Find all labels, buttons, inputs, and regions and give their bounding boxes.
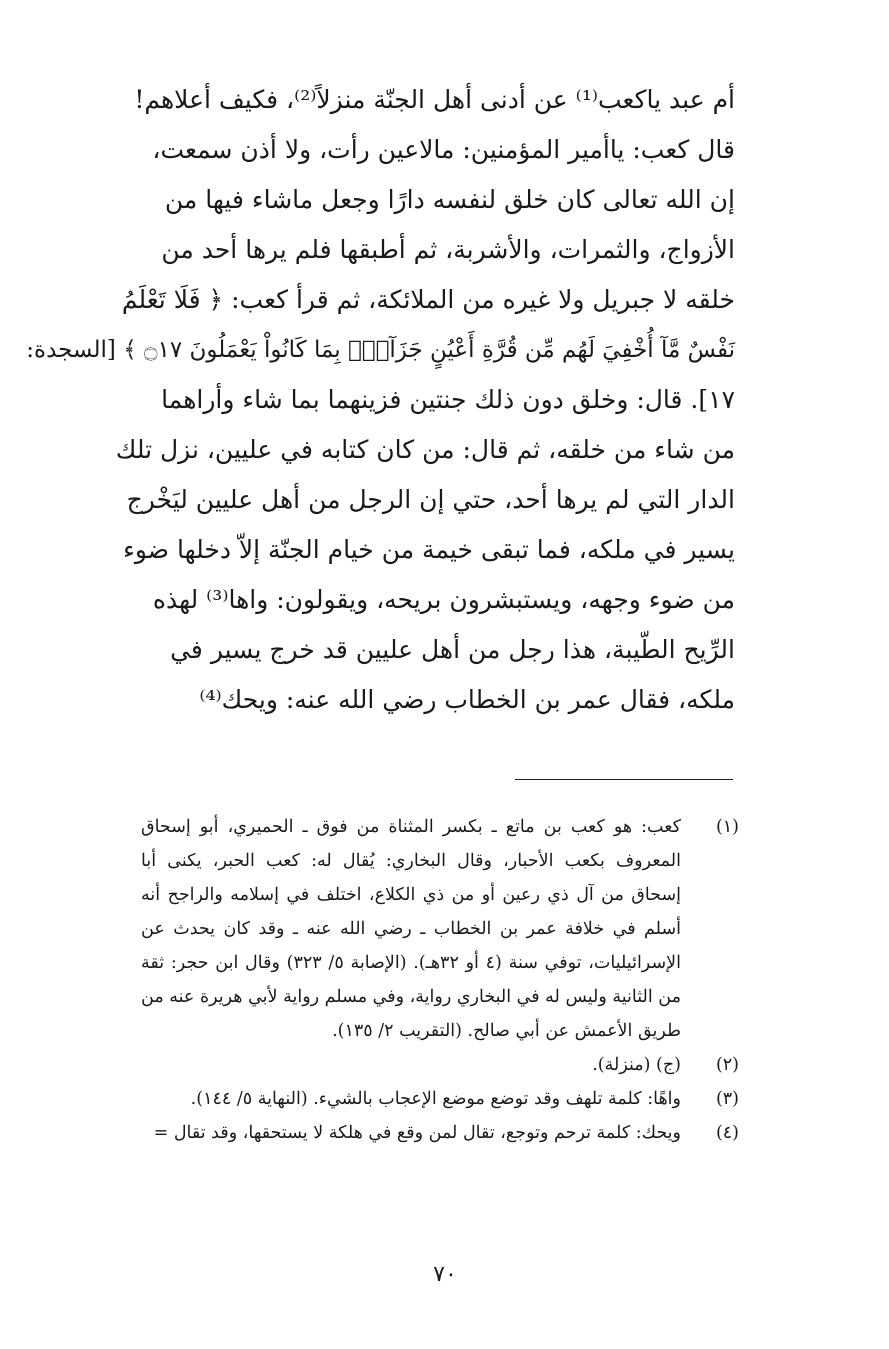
text-line: أم عبد ياكعب⁽¹⁾ عن أدنى أهل الجنّة منزلاً⁽²⁾، فكيف أعلاهم!	[134, 85, 735, 114]
footnote-line: إسحاق من آل ذي رعين أو من ذي الكلاع، اختلف في إسلامه والراجح أنه	[141, 885, 681, 905]
footnote-number: (٣)	[715, 1089, 739, 1109]
footnote-number: (١)	[715, 817, 739, 837]
text-line: ١٧]. قال: وخلق دون ذلك جنتين فزينهما بما شاء وأراهما	[161, 385, 735, 414]
footnote-3	[147, 1082, 739, 1116]
text-line: الدار التي لم يرها أحد، حتي إن الرجل من أهل عليين ليَخْرج	[126, 485, 735, 514]
footnote-line: من الثانية وليس له في البخاري رواية، وفي مسلم رواية لأبي هريرة عنه من	[141, 987, 681, 1007]
footnote-line: أسلم في خلافة عمر بن الخطاب ـ رضي الله عنه ـ وقد كان يحدث عن	[141, 919, 681, 939]
footnote-body	[147, 1082, 681, 1116]
footnote-number: (٤)	[715, 1123, 739, 1143]
footnote-line: المعروف بكعب الأحبار، وقال البخاري: يُقال له: كعب الحبر، يكنى أبا	[141, 851, 681, 871]
text-line: من ضوء وجهه، ويستبشرون بريحه، ويقولون: واها⁽³⁾ لهذه	[152, 585, 735, 614]
text-line: الأزواج، والثمرات، والأشربة، ثم أطبقها فلم يرها أحد من	[161, 235, 735, 264]
footnote-line: ويحك: كلمة ترحم وتوجع، تقال لمن وقع في هلكة لا يستحقها، وقد تقال =	[153, 1123, 681, 1143]
footnote-line: كعب: هو كعب بن ماتع ـ بكسر المثناة من فوق ـ الحميري، أبو إسحاق	[141, 817, 681, 837]
footnote-body	[147, 1048, 681, 1082]
footnote-line: طريق الأعمش عن أبي صالح. (التقريب ٢/ ١٣٥).	[332, 1021, 681, 1041]
footnote-number: (٢)	[715, 1055, 739, 1075]
text-line: الرِّيح الطّيبة، هذا رجل من أهل عليين قد خرج يسير في	[170, 635, 735, 664]
footnote-2	[147, 1048, 739, 1082]
footnote-4	[147, 1116, 739, 1150]
text-line: ملكه، فقال عمر بن الخطاب رضي الله عنه: ويحك⁽⁴⁾	[199, 685, 735, 714]
footnotes-section	[141, 810, 739, 1150]
text-line: من شاء من خلقه، ثم قال: من كان كتابه في عليين، نزل تلك	[115, 435, 735, 464]
text-line: قال كعب: ياأمير المؤمنين: مالاعين رأت، ولا أذن سمعت،	[152, 135, 735, 164]
quran-verse-line: نَفْسٌ مَّآ أُخْفِيَ لَهُم مِّن قُرَّةِ أَعْيُنٍ جَزَآءَۢ بِمَا كَانُواْ يَعْمَلُونَ ۝١٧ ﴾ [السجدة:	[26, 337, 735, 363]
text-line: إن الله تعالى كان خلق لنفسه دارًا وجعل ماشاء فيها من	[164, 185, 735, 214]
footnote-body	[147, 1116, 681, 1150]
footnote-line: الإسرائيليات، توفي سنة (٤ أو ٣٢هـ). (الإصابة ٥/ ٣٢٣) وقال ابن حجر: ثقة	[141, 953, 681, 973]
footnote-line: (ج) (منزلة).	[592, 1055, 681, 1075]
footnote-divider	[515, 779, 733, 780]
text-line: خلقه لا جبريل ولا غيره من الملائكة، ثم قرأ كعب: ﴿ فَلَا تَعْلَمُ	[121, 285, 735, 314]
main-text-body	[26, 75, 735, 725]
text-line: يسير في ملكه، فما تبقى خيمة من خيام الجنّة إلاّ دخلها ضوء	[123, 535, 735, 564]
footnote-1	[141, 810, 739, 1048]
page-number: ٧٠	[433, 1262, 457, 1287]
footnote-body	[141, 810, 681, 1048]
footnote-line: واهًا: كلمة تلهف وقد توضع موضع الإعجاب بالشيء. (النهاية ٥/ ١٤٤).	[190, 1089, 681, 1109]
